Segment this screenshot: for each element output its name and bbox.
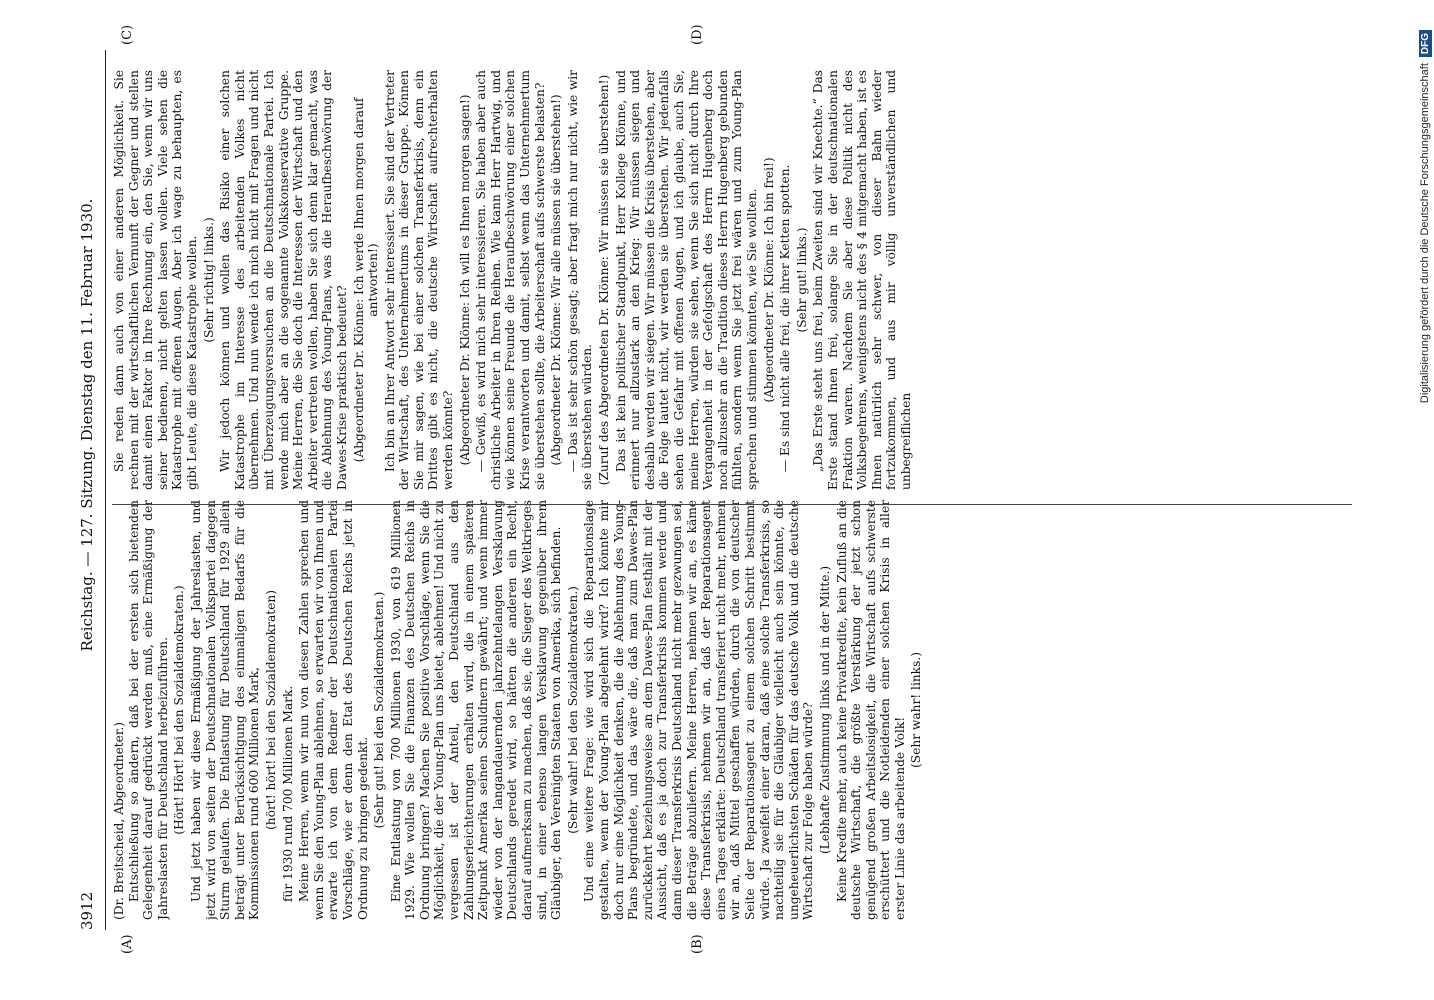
paragraph: Sie reden dann auch von einer anderen Möglichkeit. Sie rechnen mit der wirtschaftlichen Vernunft der Gegner und stellen damit einen Faktor in Ihre Rechnung ein, den Sie, wenn wir uns seiner bedienen, nicht gelten lassen wollen. Viele sehen die Katastrophe mit offenen Augen. Aber ich wage zu behaupten, es gibt Leute, die diese Katastrophe wollen. [112, 70, 199, 490]
interjection: (Zuruf des Abgeordneten Dr. Klönne: Wir müssen sie überstehen!) [597, 74, 611, 486]
interjection: (Abgeordneter Dr. Klönne: Ich bin frei!) [761, 157, 776, 403]
credit-text: Digitalisierung gefördert durch die Deutsche Forschungsgemeinschaft [1419, 63, 1431, 404]
right-column [112, 70, 1352, 490]
paragraph: Und jetzt haben wir diese Ermäßigung der Jahreslasten, und jetzt wird von seiten der Deutschnationalen Volkspartei dagegen Sturm gelaufen. Die Entlastung für Deutschland für 1929 allein beträgt unter Berücksichtigung des einmaligen Bedarfs für die Kommissionen rund 600 Millionen Mark, [188, 500, 262, 920]
dfg-logo: DFG [1419, 30, 1432, 57]
interjection: (hört! hört! bei den Sozialdemokraten) [263, 590, 278, 830]
column-divider [112, 504, 1352, 505]
header-rule [105, 50, 106, 930]
margin-marker-b: (B) [690, 934, 705, 954]
paragraph: Eine Entlastung von 700 Millionen 1930, von 619 Millionen 1929. Wie wollen Sie die Finanzen des Deutschen Reichs in Ordnung bringen? Machen Sie positive Vorschläge, wenn Sie die Möglichkeit, die der Young-Plan uns bietet, ablehnen! Und nicht zu vergessen ist der Anteil, den Deutschland aus den Zahlungserleichterungen erhalten wird, die in einem späteren Zeitpunkt Amerika seinen Schuldnern gewährt; und wenn immer wieder von der langandauernden jahrzehntelangen Versklavung Deutschlands geredet wird, so hätten die anderen ein Recht, darauf aufmerksam zu machen, daß sie, die Sieger des Weltkrieges sind, in einer ebenso langen Versklavung gegenüber ihrem Gläubiger, den Vereinigten Staaten von Amerika, sich befinden. [388, 500, 564, 920]
interjection: (Sehr wahr! bei den Sozialdemokraten.) [565, 586, 580, 834]
interjection: (Sehr gut! links.) [794, 227, 809, 333]
paragraph: Entschließung so ändern, daß bei der ersten sich bietenden Gelegenheit darauf gedrückt werden muß, eine Ermäßigung der Jahreslasten für Deutschland herbeizuführen. [126, 500, 170, 920]
interjection: (Lebhafte Zustimmung links und in der Mitte.) [817, 565, 832, 855]
interjection: (Abgeordneter Dr. Klönne: Ich will es Ihnen morgen sagen!) [457, 94, 472, 466]
paragraph: — Gewiß, es wird mich sehr interessieren. Sie haben aber auch christliche Arbeiter in Ihren Reihen. Wie kann Herr Hartwig, und wie können seine Freunde die Heraufbeschwörung einer solchen Krise verantworten und damit, selbst wenn das Unternehmertum sie überstehen sollte, die Arbeiterschaft aufs schwerste belasten? [474, 70, 547, 490]
paragraph: „Das Erste steht uns frei, beim Zweiten sind wir Knechte.“ Das Erste stand Ihnen frei, solange Sie in der deutschnationalen Fraktion waren. Nachdem Sie aber diese Politik nicht des Volksbegehrens, wenigstens nicht des § 4 mitgemacht haben, ist es Ihnen natürlich sehr schwer, von dieser Bahn wieder fortzukommen, und aus mir völlig unverständlichen und unbegreiflichen [811, 70, 913, 490]
interjection: (Abgeordneter Dr. Klönne: Wir alle müssen sie überstehen!) [549, 94, 564, 466]
paragraph: Ich bin an Ihrer Antwort sehr interessiert. Sie sind der Vertreter der Wirtschaft, des Unternehmertums in dieser Gruppe. Können Sie mir sagen, wie bei einer solchen Transferkrisis, denn ein Drittes gibt es nicht, die deutsche Wirtschaft aufrechterhalten werden könnte? [382, 70, 456, 490]
paragraph: Meine Herren, wenn wir nun von diesen Zahlen sprechen und wenn Sie den Young-Plan ablehnen, so erwarten wir von Ihnen und erwarte ich von dem Redner der Deutschnationalen Partei Vorschläge, wie er denn den Etat des Deutschen Reichs jetzt in Ordnung zu bringen gedenkt. [297, 500, 370, 920]
paragraph: — Das ist sehr schön gesagt; aber fragt mich nur nicht, wie wir sie überstehen würden. [565, 70, 595, 490]
paragraph: Das ist kein politischer Standpunkt, Herr Kollege Klönne, und erinnert nur allzustark an den Krieg: Wir müssen siegen und deshalb werden wir siegen. Wir müssen die Krisis überstehen, aber die Folge lautet nicht, wir werden sie überstehen. Wir jedenfalls sehen die Gefahr mit offenen Augen, und ich glaube, auch Sie, meine Herren, würden sie sehen, wenn Sie sich nicht durch Ihre Vergangenheit in der Gefolgschaft des Herrn Hugenberg doch noch allzusehr an die Tradition dieses Herrn Hugenberg gebunden fühlten, sondern wenn Sie jetzt frei wären und zum Young-Plan sprechen und stimmen könnten, wie Sie wollten. [613, 70, 759, 490]
interjection: (Sehr gut! bei den Sozialdemokraten.) [372, 591, 387, 829]
paragraph: — Es sind nicht alle frei, die ihrer Ketten spotten. [778, 164, 793, 472]
margin-marker-d: (D) [690, 24, 705, 45]
interjection: (Abgeordneter Dr. Klönne: Ich werde Ihnen morgen darauf antworten!) [351, 97, 381, 463]
paragraph: Keine Kredite mehr, auch keine Privatkredite, kein Zufluß an die deutsche Wirtschaft, die größte Verstärkung der jetzt schon genügend großen Arbeitslosigkeit, die Wirtschaft aufs schwerste erschüttert und die Notleidenden einer solchen Krisis in aller erster Linie das arbeitende Volk! [834, 500, 907, 920]
page-header [78, 50, 102, 930]
paragraph: Wir jedoch können und wollen das Risiko einer solchen Katastrophe im Interesse des arbeitenden Volkes nicht übernehmen. Und nun wende ich mich nicht mit Fragen und nicht mit Überzeugungsversuchen an die Deutschnationale Partei. Ich wende mich aber an die sogenannte Volkskonservative Gruppe. Meine Herren, die Sie doch die Interessen der Wirtschaft und den Arbeiter vertreten wollen, haben Sie sich denn klar gemacht, was die Ablehnung des Young-Plans, was die Heraufbeschwörung der Dawes-Krise praktisch bedeutet? [218, 70, 349, 490]
paragraph: Und eine weitere Frage: wie wird sich die Reparationslage gestalten, wenn der Young-Plan abgelehnt wird? Ich könnte mir doch nur eine Möglichkeit denken, die die Ablehnung des Young-Plans begründete, und das wäre die, daß man zum Dawes-Plan zurückkehrt beziehungsweise an dem Dawes-Plan festhält mit der Aussicht, daß es ja doch zur Transferkrisis kommen werde und dann dieser Transferkrisis Deutschland nicht mehr gezwungen sei, die Beträge abzuliefern. Meine Herren, nehmen wir an, es käme diese Transferkrisis, nehmen wir an, daß der Reparationsagent eines Tages erklärte: Deutschland transferiert nicht mehr, nehmen wir an, daß Mittel geschaffen würden, durch die von deutscher Seite der Reparationsagent zu einem solchen Schritt bestimmt würde. Ja zweifelt einer daran, daß eine solche Transferkrisis, so nachteilig sie für die Gläubiger vielleicht auch sein könnte, die ungeheuerlichsten Schäden für das deutsche Volk und die deutsche Wirtschaft zur Folge haben würde? [582, 500, 816, 920]
page-number: 3912 [78, 891, 96, 930]
interjection: (Sehr wahr! links.) [909, 652, 924, 768]
running-title: Reichstag. — 127. Sitzung. Dienstag den 11. Februar 1930. [78, 198, 96, 652]
interjection: (Hört! Hört! bei den Sozialdemokraten.) [172, 585, 187, 835]
digitization-credit [1400, 30, 1434, 990]
paragraph: für 1930 rund 700 Millionen Mark. [280, 685, 295, 902]
margin-marker-c: (C) [120, 24, 135, 45]
margin-marker-a: (A) [120, 934, 135, 954]
speaker-line: (Dr. Breitscheid, Abgeordneter.) [112, 721, 126, 920]
interjection: (Sehr richtig! links.) [201, 217, 216, 343]
left-column [112, 500, 1352, 920]
